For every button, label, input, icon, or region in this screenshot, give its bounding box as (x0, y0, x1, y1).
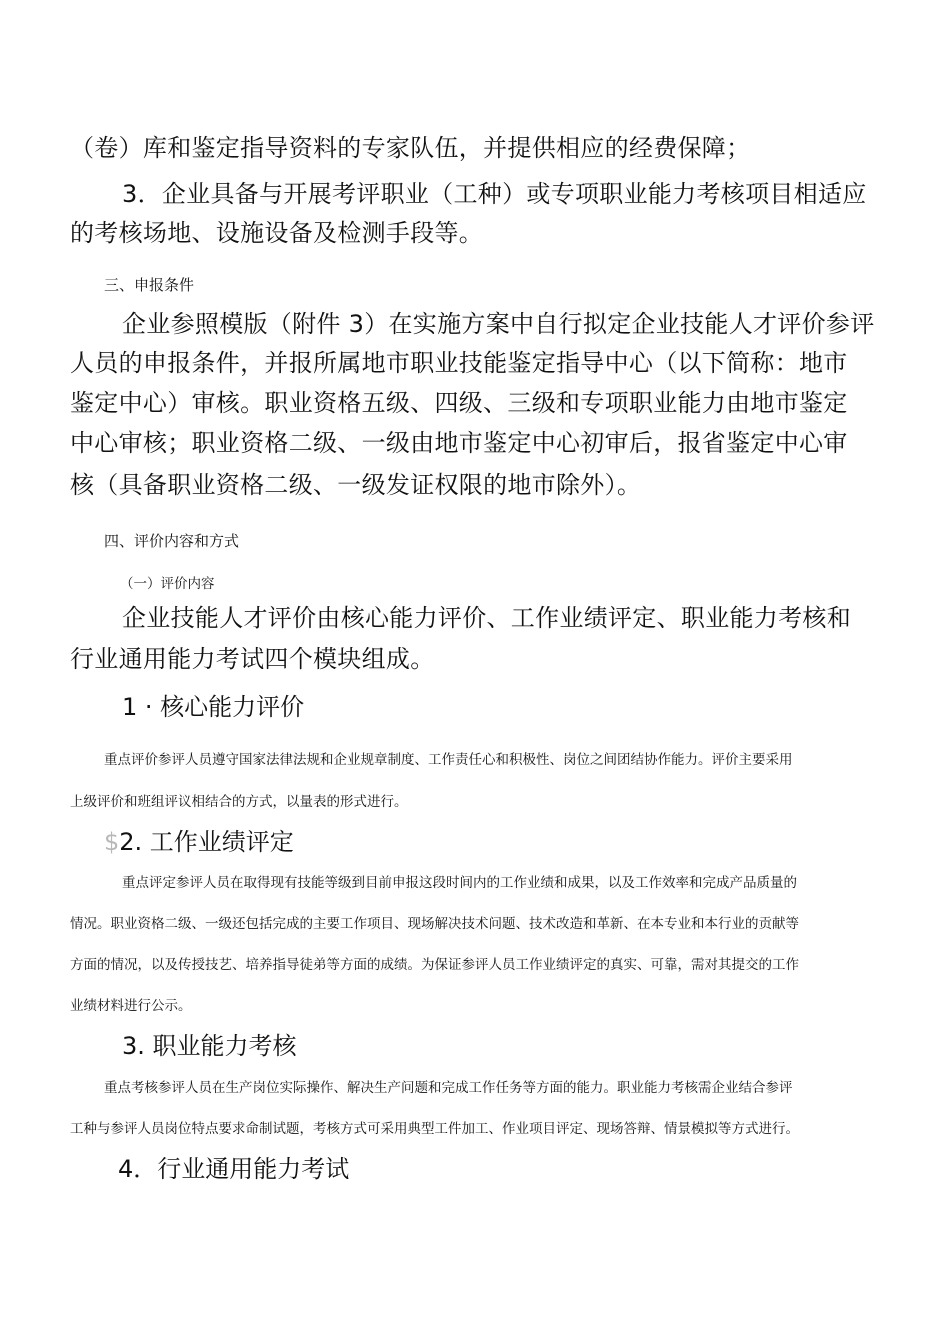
paragraph-line: 行业通用能力考试四个模块组成。 (70, 645, 435, 673)
section-heading-content-method: 四、评价内容和方式 (104, 532, 240, 550)
paragraph-line: 上级评价和班组评议相结合的方式，以量表的形式进行。 (70, 794, 408, 810)
item-heading-core-ability: 1 · 核心能力评价 (122, 693, 305, 721)
paragraph-line: 企业技能人才评价由核心能力评价、工作业绩评定、职业能力考核和 (122, 604, 851, 632)
paragraph-line: 的考核场地、设施设备及检测手段等。 (70, 219, 484, 247)
paragraph-line: 重点评定参评人员在取得现有技能等级到目前申报这段时间内的工作业绩和成果，以及工作效率和完成产品质量的 (122, 875, 797, 891)
item-heading-work-performance (104, 822, 294, 857)
section-heading-apply-conditions: 三、申报条件 (104, 276, 195, 294)
paragraph-line: 工种与参评人员岗位特点要求命制试题，考核方式可采用典型工件加工、作业项目评定、现场答辩、情景模拟等方式进行。 (70, 1121, 799, 1137)
paragraph-line: 鉴定中心）审核。职业资格五级、四级、三级和专项职业能力由地市鉴定 (70, 389, 848, 417)
paragraph-line: 重点考核参评人员在生产岗位实际操作、解决生产问题和完成工作任务等方面的能力。职业能力考核需企业结合参评 (104, 1080, 793, 1096)
paragraph-line: 重点评价参评人员遵守国家法律法规和企业规章制度、工作责任心和积极性、岗位之间团结协作能力。评价主要采用 (104, 752, 793, 768)
paragraph-line: 业绩材料进行公示。 (70, 998, 192, 1014)
stray-mark: $ (104, 828, 120, 856)
item-heading-skill-assessment: 3. 职业能力考核 (122, 1032, 297, 1060)
paragraph-line: （卷）库和鉴定指导资料的专家队伍，并提供相应的经费保障； (70, 134, 751, 162)
paragraph-line: 情况。职业资格二级、一级还包括完成的主要工作项目、现场解决技术问题、技术改造和革新、在本专业和本行业的贡献等 (70, 916, 799, 932)
item-heading-general-ability-exam: 4．行业通用能力考试 (118, 1155, 350, 1183)
paragraph-line: 方面的情况，以及传授技艺、培养指导徒弟等方面的成绩。为保证参评人员工作业绩评定的真实、可靠，需对其提交的工作 (70, 957, 799, 973)
paragraph-line: 企业参照模版（附件 3）在实施方案中自行拟定企业技能人才评价参评 (122, 310, 875, 338)
paragraph-line: 3．企业具备与开展考评职业（工种）或专项职业能力考核项目相适应 (122, 180, 867, 208)
paragraph-line: 中心审核；职业资格二级、一级由地市鉴定中心初审后，报省鉴定中心审 (70, 429, 848, 457)
item-heading-text: 2. 工作业绩评定 (119, 828, 294, 856)
paragraph-line: 核（具备职业资格二级、一级发证权限的地市除外）。 (70, 471, 642, 499)
subsection-heading-content: （一）评价内容 (120, 576, 215, 592)
paragraph-line: 人员的申报条件，并报所属地市职业技能鉴定指导中心（以下简称：地市 (70, 349, 848, 377)
